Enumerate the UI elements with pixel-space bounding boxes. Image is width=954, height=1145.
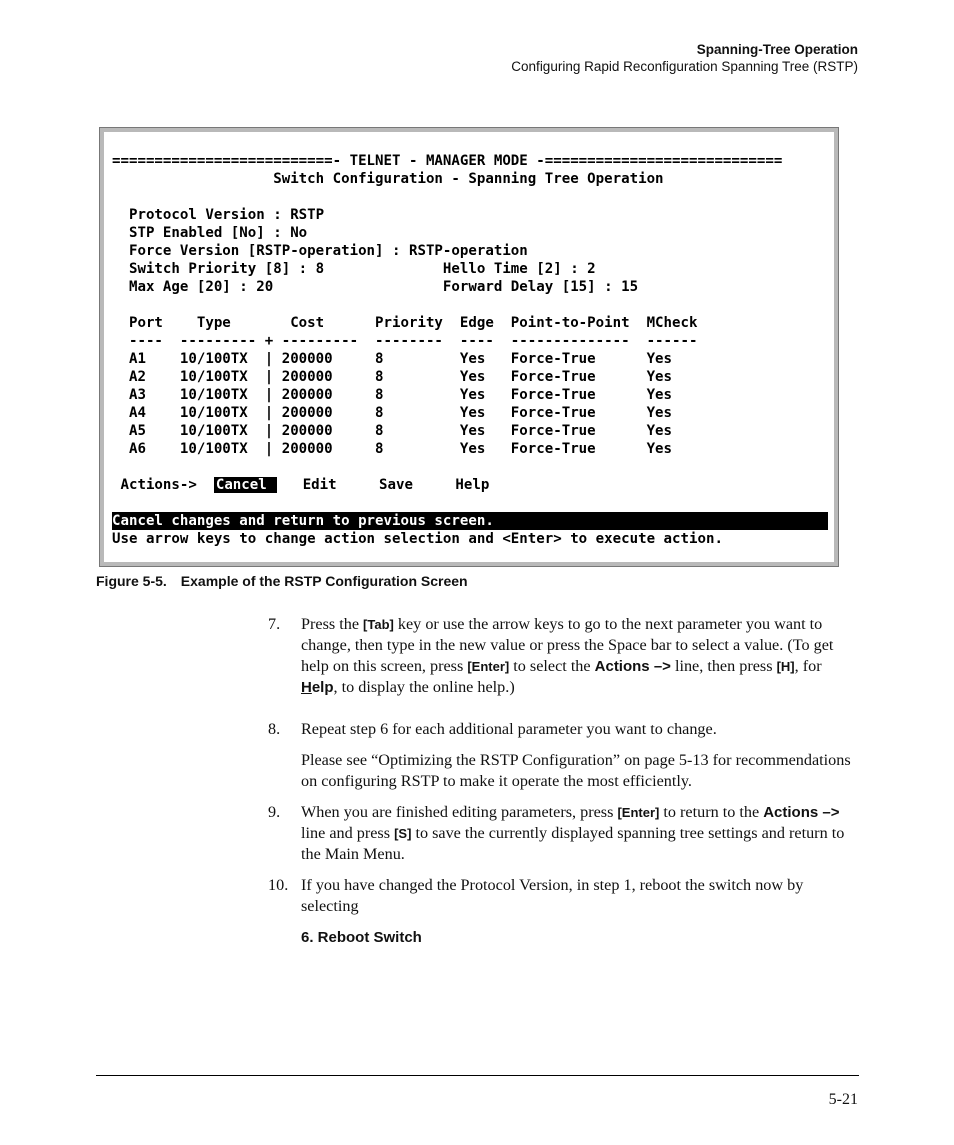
page-number: 5-21 — [828, 1091, 858, 1108]
key-h: [H] — [776, 659, 795, 674]
terminal-screenshot — [100, 128, 838, 566]
step-text: line, then press — [670, 657, 777, 675]
step-text: , for — [794, 657, 822, 675]
blank-line — [112, 494, 828, 512]
help-hotkey-letter: H — [301, 679, 312, 696]
actions-bar — [112, 476, 828, 494]
key-s: [S] — [394, 826, 412, 841]
step-text: line and press — [301, 824, 395, 842]
field-switch-priority-hello-time[interactable]: Switch Priority [8] : 8 Hello Time [2] : 2 — [112, 261, 596, 277]
step-text: to select the — [509, 657, 595, 675]
actions-label: Actions-> — [112, 477, 214, 493]
step-8-note: Please see “Optimizing the RSTP Configuration” on page 5-13 for recommendations on configuring RSTP to make it operate the most efficiently. — [301, 751, 851, 790]
field-max-age-forward-delay[interactable]: Max Age [20] : 20 Forward Delay [15] : 15 — [112, 279, 639, 295]
step-text: Press the — [301, 615, 364, 633]
blank-line — [112, 458, 828, 476]
figure-caption — [96, 573, 468, 589]
blank-line — [112, 188, 828, 206]
footer-rule — [96, 1075, 859, 1076]
key-enter: [Enter] — [617, 805, 660, 820]
step-text: , to display the online help.) — [333, 678, 515, 696]
help-term-rest: elp — [311, 679, 334, 696]
key-enter: [Enter] — [467, 659, 510, 674]
status-line: Cancel changes and return to previous screen. — [112, 512, 828, 530]
port-table-row[interactable]: A4 10/100TX | 200000 8 Yes Force-True Yes — [112, 405, 673, 421]
step-8 — [268, 719, 860, 740]
step-text: If you have changed the Protocol Version, in step 1, reboot the switch now by selecting — [301, 876, 804, 915]
help-term — [301, 679, 334, 696]
step-text: When you are finished editing parameters, press — [301, 803, 618, 821]
port-table-row[interactable]: A5 10/100TX | 200000 8 Yes Force-True Yes — [112, 423, 673, 439]
step-number: 10. — [268, 876, 289, 894]
running-header-chapter: Spanning-Tree Operation — [696, 42, 858, 57]
port-table-row[interactable]: A2 10/100TX | 200000 8 Yes Force-True Yes — [112, 369, 673, 385]
step-text: key or use the arrow keys to go to the next parameter you want to change, then type in the new value or press the Space bar to select a value. (To get help on this screen, press — [301, 615, 834, 675]
help-line: Use arrow keys to change action selection and <Enter> to execute action. — [112, 531, 723, 547]
step-9 — [268, 802, 860, 865]
key-tab: [Tab] — [363, 617, 394, 632]
step-number: 7. — [268, 615, 281, 633]
actions-term: Actions –> — [763, 804, 840, 821]
step-10 — [268, 875, 860, 917]
step-text: Repeat step 6 for each additional parameter you want to change. — [301, 720, 717, 738]
blank-line — [112, 296, 828, 314]
step-number: 9. — [268, 803, 281, 821]
step-text: to return to the — [659, 803, 764, 821]
procedure-steps — [268, 614, 860, 948]
cancel-action-button[interactable]: Cancel — [215, 477, 276, 493]
port-table-divider: ---- --------- + --------- -------- ---- -------------- ------ — [112, 333, 698, 349]
terminal-screen — [112, 152, 828, 548]
port-table-row[interactable]: A3 10/100TX | 200000 8 Yes Force-True Yes — [112, 387, 673, 403]
port-table-header: Port Type Cost Priority Edge Point-to-Point MCheck — [112, 315, 698, 331]
terminal-screen-title: Switch Configuration - Spanning Tree Operation — [112, 171, 664, 187]
step-text: to save the currently displayed spanning tree settings and return to the Main Menu. — [301, 824, 845, 863]
terminal-title-bar: ==========================- TELNET - MANAGER MODE -============================ — [112, 153, 783, 169]
port-table-row[interactable]: A6 10/100TX | 200000 8 Yes Force-True Yes — [112, 441, 673, 457]
step-7 — [268, 614, 860, 698]
figure-title: Example of the RSTP Configuration Screen — [180, 573, 468, 589]
step-number: 8. — [268, 720, 281, 738]
edit-save-help-actions[interactable]: Edit Save Help — [277, 477, 490, 493]
actions-term: Actions –> — [594, 658, 671, 675]
reboot-switch-menu-item: 6. Reboot Switch — [301, 929, 422, 946]
figure-number: Figure 5-5. — [96, 573, 167, 589]
field-force-version[interactable]: Force Version [RSTP-operation] : RSTP-operation — [112, 243, 528, 259]
field-stp-enabled[interactable]: STP Enabled [No] : No — [112, 225, 308, 241]
running-header-section: Configuring Rapid Reconfiguration Spanning Tree (RSTP) — [511, 59, 858, 74]
field-protocol-version[interactable]: Protocol Version : RSTP — [112, 207, 325, 223]
port-table-row[interactable]: A1 10/100TX | 200000 8 Yes Force-True Yes — [112, 351, 673, 367]
